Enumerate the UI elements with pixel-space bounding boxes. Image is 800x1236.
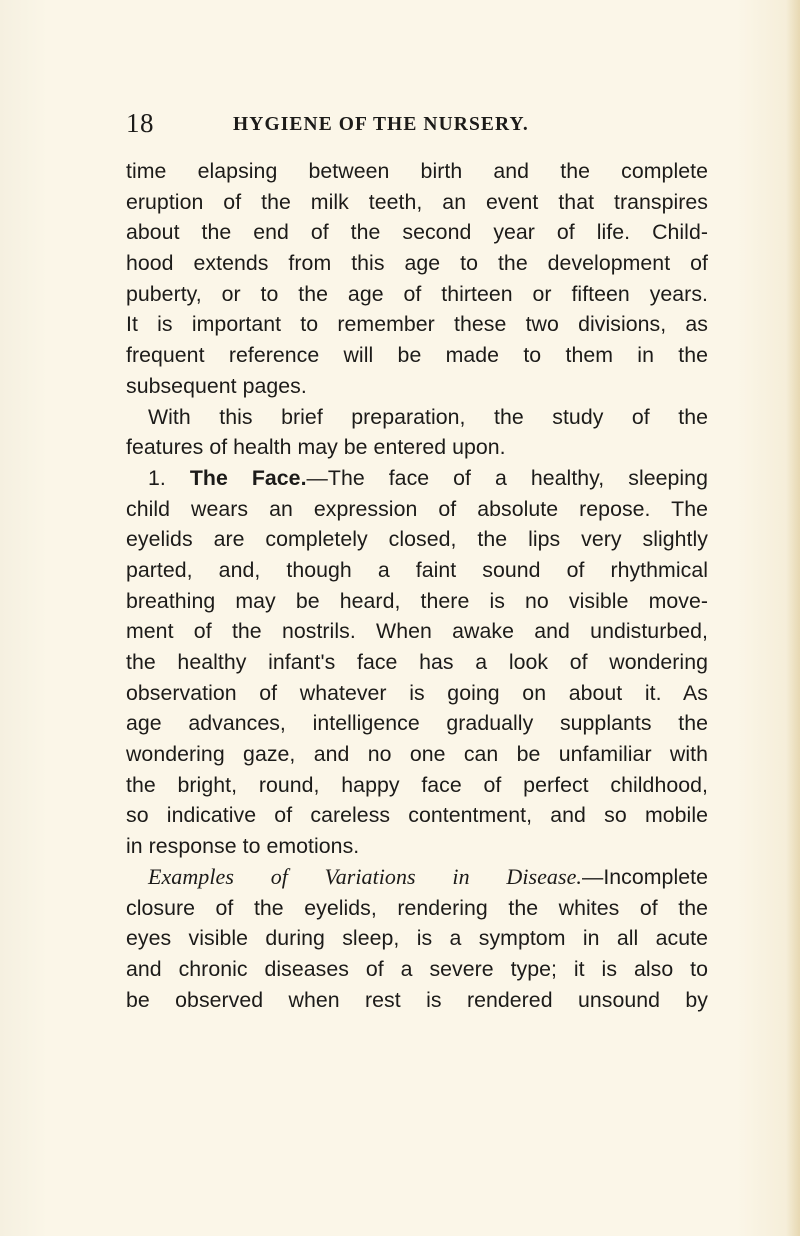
section-number: 1. bbox=[148, 465, 190, 490]
text-line: closure of the eyelids, rendering the whites of the bbox=[126, 895, 708, 920]
text-line: puberty, or to the age of thirteen or fifteen years. bbox=[126, 281, 708, 306]
text-line: be observed when rest is rendered unsound by bbox=[126, 987, 708, 1012]
text-line: in response to emotions. bbox=[126, 834, 360, 859]
text-line: child wears an expression of absolute repose. The bbox=[126, 496, 708, 521]
text-line: features of health may be entered upon. bbox=[126, 435, 506, 460]
text-line: age advances, intelligence gradually supplants the bbox=[126, 711, 708, 736]
text-line: the bright, round, happy face of perfect childhood, bbox=[126, 772, 708, 797]
text-line: observation of whatever is going on about it. As bbox=[126, 680, 708, 705]
examples-heading-line bbox=[126, 862, 708, 893]
examples-text: —Incomplete bbox=[581, 864, 708, 889]
text-line: hood extends from this age to the development of bbox=[126, 251, 708, 276]
text-line: parted, and, though a faint sound of rhythmical bbox=[126, 557, 708, 582]
section-text: —The face of a healthy, sleeping bbox=[306, 465, 708, 490]
running-head bbox=[0, 108, 800, 140]
text-line: wondering gaze, and no one can be unfamiliar with bbox=[126, 742, 708, 767]
text-line: ment of the nostrils. When awake and undisturbed, bbox=[126, 619, 708, 644]
text-line: eyelids are completely closed, the lips very slightly bbox=[126, 527, 708, 552]
text-line: about the end of the second year of life. Child- bbox=[126, 220, 708, 245]
text-line: and chronic diseases of a severe type; it is also to bbox=[126, 956, 708, 981]
body-text bbox=[126, 156, 708, 1015]
page-edge-shadow bbox=[786, 0, 800, 1236]
examples-title: Examples of Variations in Disease. bbox=[148, 863, 582, 889]
text-line: the healthy infant's face has a look of wondering bbox=[126, 650, 708, 674]
text-line: time elapsing between birth and the complete bbox=[126, 159, 708, 183]
text-line: subsequent pages. bbox=[126, 373, 307, 398]
text-line: breathing may be heard, there is no visible move- bbox=[126, 588, 708, 613]
page-number: 18 bbox=[126, 108, 154, 138]
section-1-heading-line bbox=[126, 463, 708, 494]
text-line: It is important to remember these two divisions, as bbox=[126, 312, 708, 337]
running-title: HYGIENE OF THE NURSERY. bbox=[233, 114, 529, 135]
text-line: frequent reference will be made to them in the bbox=[126, 343, 708, 368]
text-line: With this brief preparation, the study of the bbox=[148, 404, 708, 429]
text-line: so indicative of careless contentment, and so mobile bbox=[126, 803, 708, 828]
text-line: eruption of the milk teeth, an event that transpires bbox=[126, 189, 708, 214]
section-title: The Face. bbox=[189, 465, 307, 490]
text-line: eyes visible during sleep, is a symptom in all acute bbox=[126, 926, 708, 951]
